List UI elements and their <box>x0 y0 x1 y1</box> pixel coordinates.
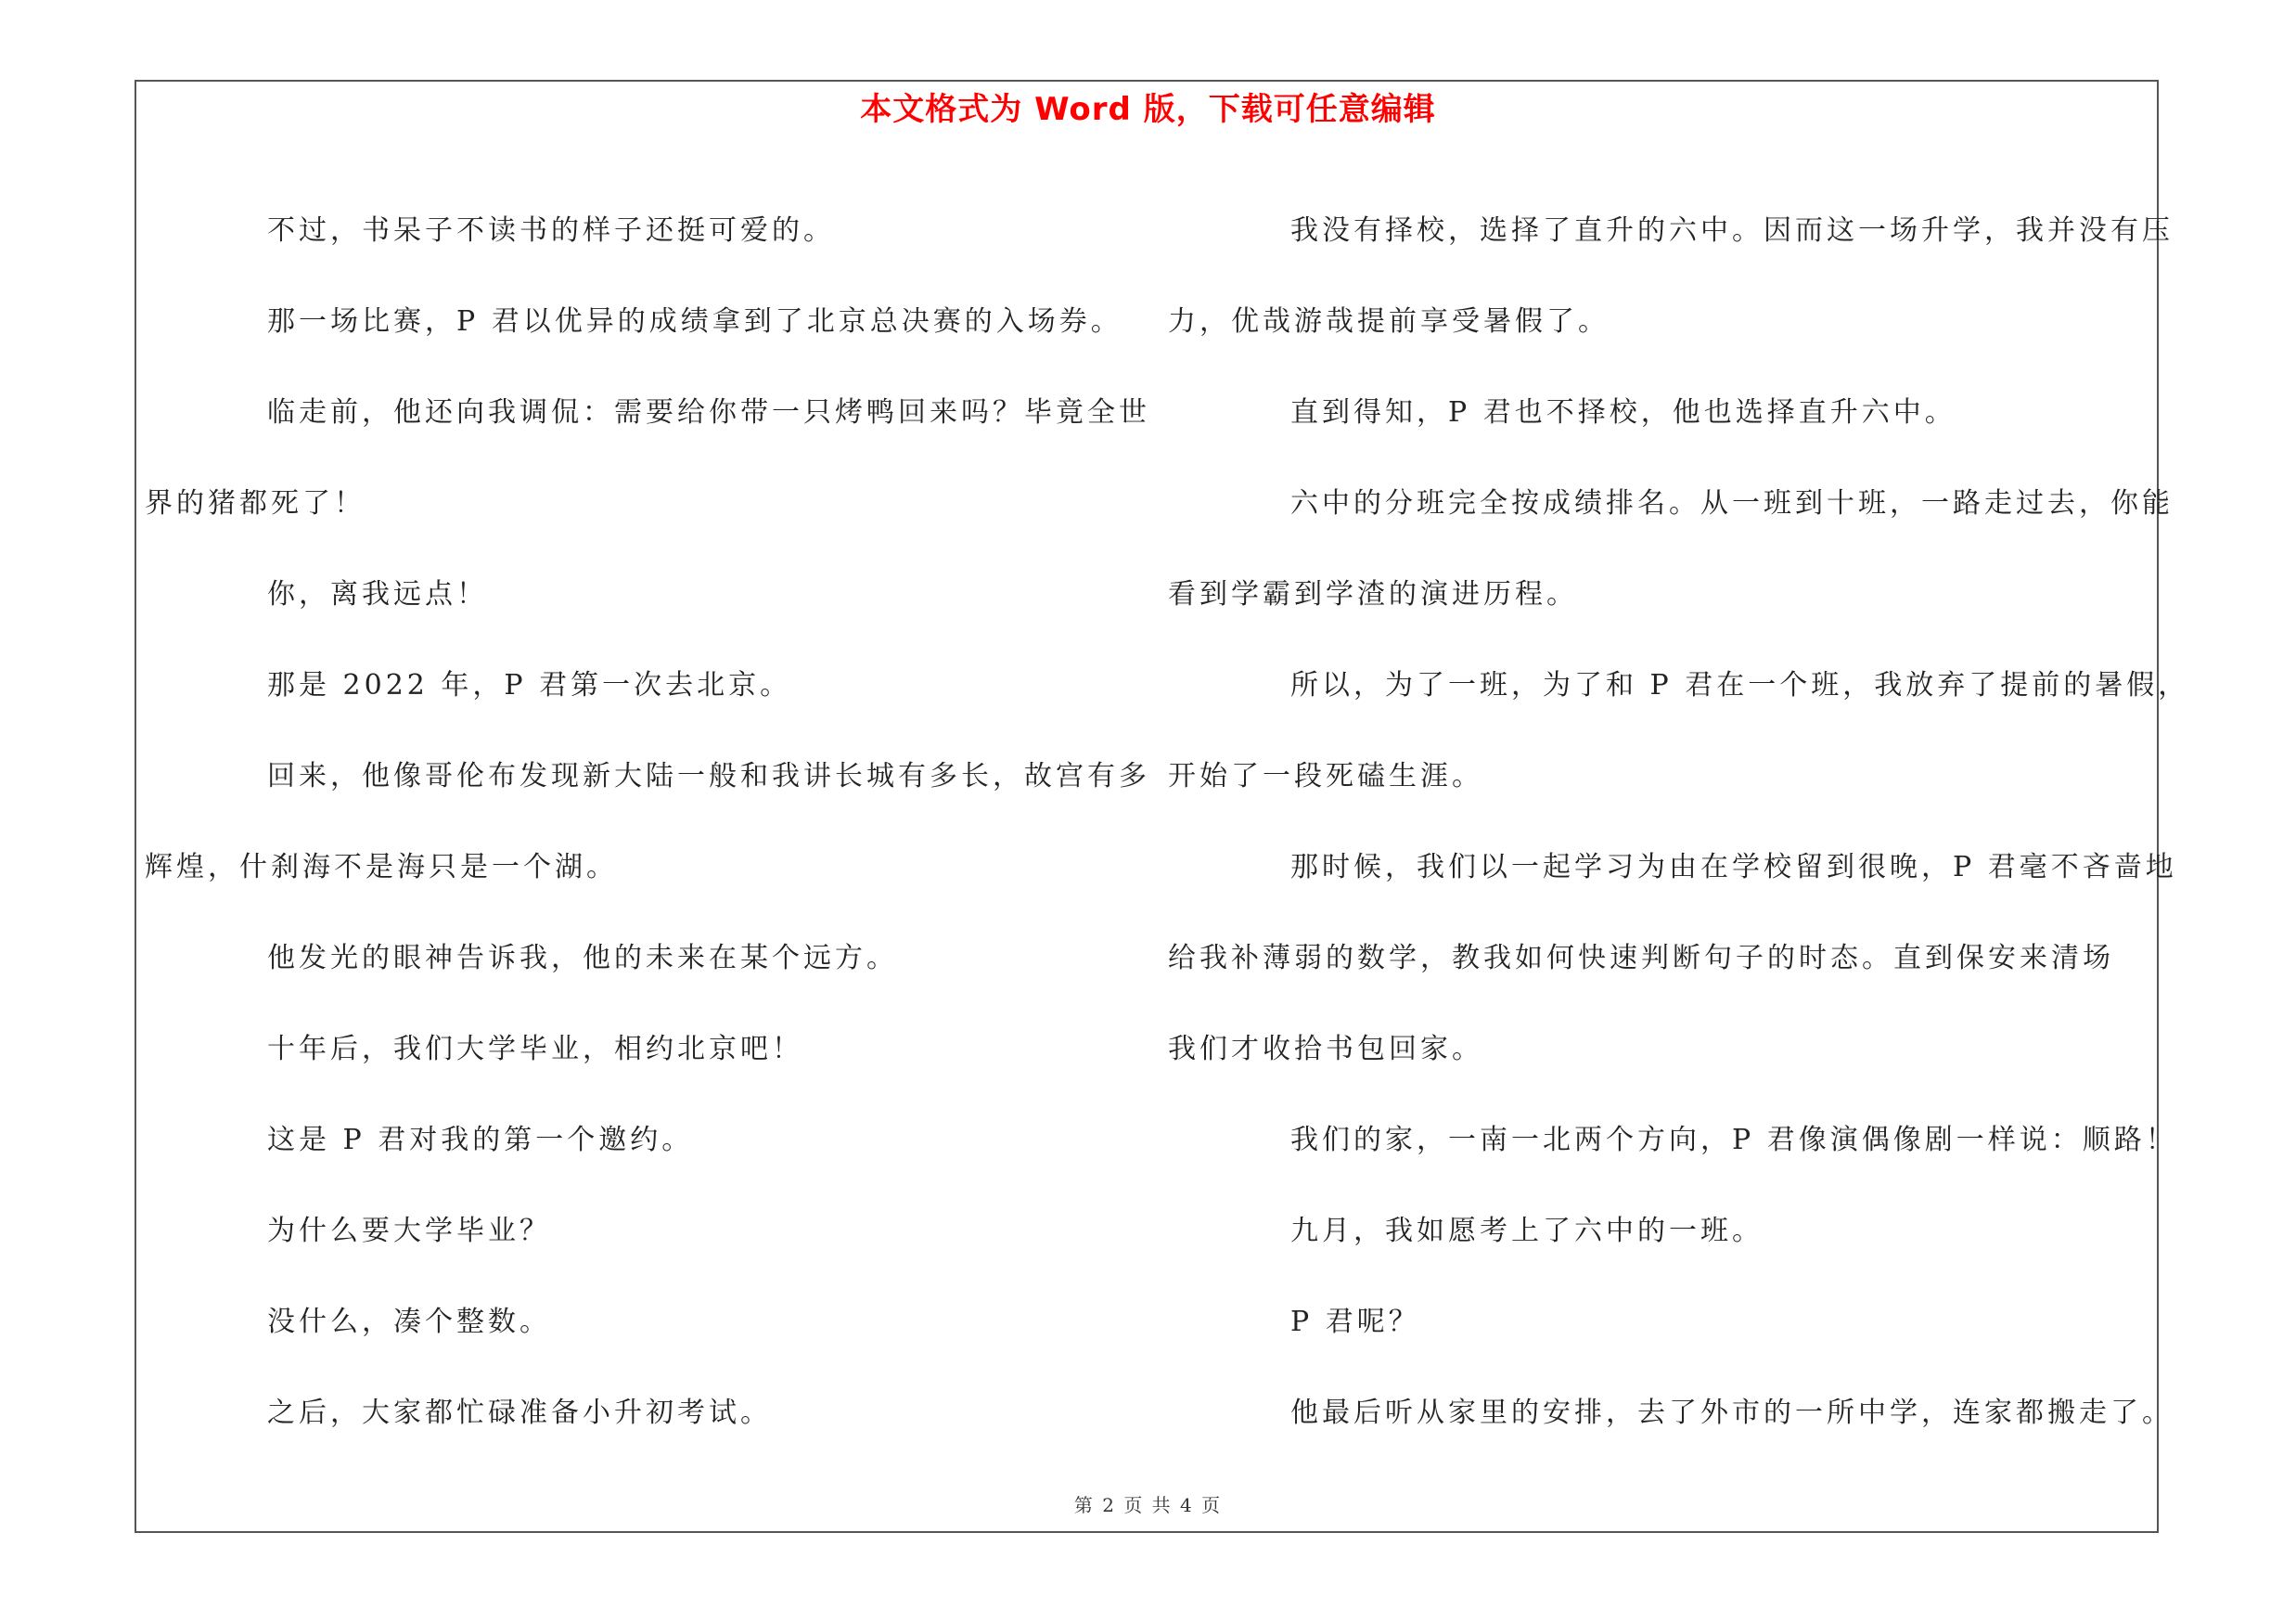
paragraph <box>206 1368 1134 1459</box>
text-line: 力，优哉游哉提前享受暑假了。 <box>1168 305 1610 338</box>
text-line: 十年后，我们大学毕业，相约北京吧！ <box>267 1033 803 1065</box>
text-line: 我没有择校，选择了直升的六中。因而这一场升学，我并没有压 <box>1290 214 2174 247</box>
text-line: 直到得知，P 君也不择校，他也选择直升六中。 <box>1290 396 1956 429</box>
paragraph <box>206 640 1134 731</box>
paragraph <box>1229 1095 2177 1186</box>
text-line: 回来，他像哥伦布发现新大陆一般和我讲长城有多长，故宫有多 <box>267 760 1150 792</box>
text-line: 我们才收拾书包回家。 <box>1168 1033 1483 1065</box>
paragraph <box>206 1004 1134 1095</box>
text-line: 那一场比赛，P 君以优异的成绩拿到了北京总决赛的入场券。 <box>267 305 1122 338</box>
text-line: 我们的家，一南一北两个方向，P 君像演偶像剧一样说：顺路！ <box>1290 1124 2177 1156</box>
text-line: 之后，大家都忙碌准备小升初考试。 <box>267 1397 772 1429</box>
paragraph <box>206 549 1134 640</box>
text-line: 辉煌，什刹海不是海只是一个湖。 <box>145 851 618 883</box>
paragraph <box>206 1095 1134 1186</box>
paragraph <box>206 1186 1134 1277</box>
text-line: 给我补薄弱的数学，教我如何快速判断句子的时态。直到保安来清场 <box>1168 942 2114 974</box>
paragraph <box>1168 186 2174 367</box>
text-line: 六中的分班完全按成绩排名。从一班到十班，一路走过去，你能 <box>1290 487 2174 520</box>
text-line: P 君呢？ <box>1290 1306 1420 1338</box>
paragraph <box>206 913 1134 1004</box>
paragraph <box>1168 458 2174 640</box>
text-line: 他最后听从家里的安排，去了外市的一所中学，连家都搬走了。 <box>1290 1397 2174 1429</box>
paragraph <box>145 367 1150 549</box>
text-line: 看到学霸到学渣的演进历程。 <box>1168 578 1578 611</box>
paragraph <box>1168 822 2177 1095</box>
paragraph <box>1229 1277 2157 1368</box>
text-line: 你，离我远点！ <box>267 578 488 611</box>
paragraph <box>206 277 1134 367</box>
paragraph <box>1229 1368 2174 1459</box>
text-line: 不过，书呆子不读书的样子还挺可爱的。 <box>267 214 835 247</box>
paragraph <box>206 186 1134 277</box>
text-line: 九月，我如愿考上了六中的一班。 <box>1290 1215 1764 1247</box>
left-column <box>145 186 1150 1459</box>
text-line: 所以，为了一班，为了和 P 君在一个班，我放弃了提前的暑假， <box>1290 669 2190 702</box>
text-line: 这是 P 君对我的第一个邀约。 <box>267 1124 694 1156</box>
text-line: 没什么，凑个整数。 <box>267 1306 551 1338</box>
header-banner: 本文格式为 Word 版，下载可任意编辑 <box>860 91 1436 128</box>
right-column <box>1168 186 2190 1459</box>
paragraph <box>206 1277 1134 1368</box>
text-line: 那时候，我们以一起学习为由在学校留到很晚，P 君毫不吝啬地 <box>1290 851 2177 883</box>
text-line: 为什么要大学毕业？ <box>267 1215 551 1247</box>
text-line: 那是 2022 年，P 君第一次去北京。 <box>267 669 792 702</box>
text-line: 他发光的眼神告诉我，他的未来在某个远方。 <box>267 942 898 974</box>
paragraph <box>1168 640 2190 822</box>
text-line: 开始了一段死磕生涯。 <box>1168 760 1483 792</box>
text-line: 临走前，他还向我调侃：需要给你带一只烤鸭回来吗？毕竟全世 <box>267 396 1150 429</box>
paragraph <box>1229 367 2157 458</box>
page-number-footer: 第 2 页 共 4 页 <box>1073 1494 1223 1516</box>
paragraph <box>145 731 1150 913</box>
text-line: 界的猪都死了！ <box>145 487 366 520</box>
paragraph <box>1229 1186 2157 1277</box>
